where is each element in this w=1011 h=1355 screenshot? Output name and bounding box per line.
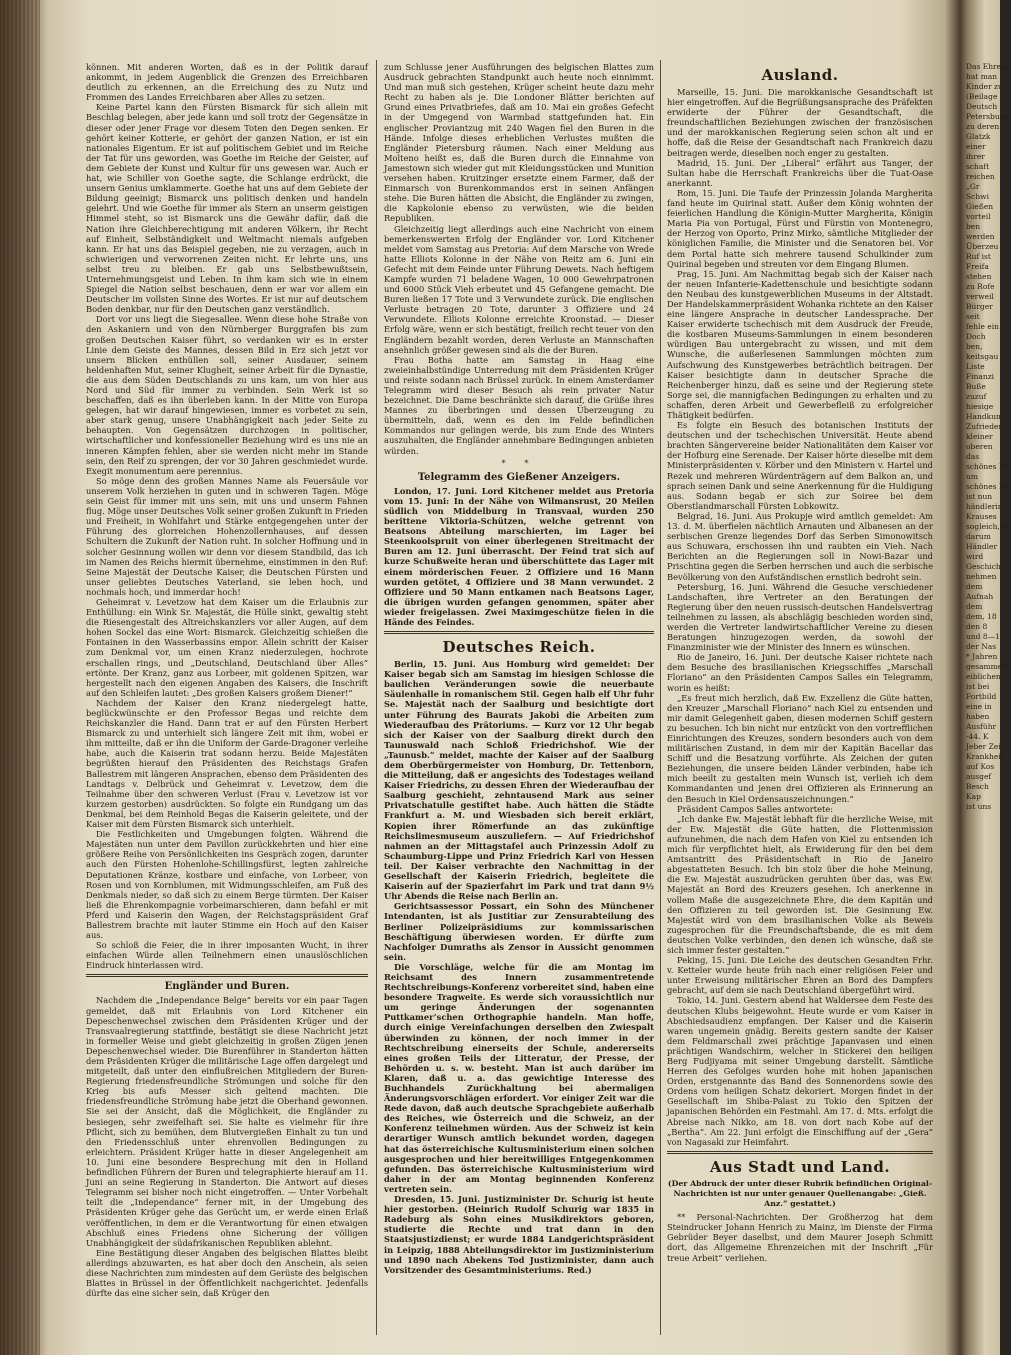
- partial-line: Schwi: [966, 192, 989, 201]
- section-heading-ausland: Ausland.: [761, 66, 839, 84]
- partial-line: sogleich, da: [966, 522, 1011, 531]
- paragraph: Rom, 15. Juni. Die Taufe der Prinzessin Jolanda Margherita fand heute im Quirinal statt. Außer dem König wohnten der feierlichen Handlung die Königin-Mutter Margherita, Königin Maria Pia von Portugal, Fürst und Fürstin von Montenegro, der Herzog von Oporto, Prinz Mirko, sämtliche Mitglieder der königlichen Familie, die Minister und die Senatoren bei. Vor dem Portal hatte sich mehrere tausend Schulkinder zum Quirinal begeben und streuten vor dem Eingang Blumen.: [667, 187, 933, 269]
- partial-line: Gießen: [966, 202, 994, 211]
- paragraph: Es folgte ein Besuch des botanischen Instituts der deutschen und der tschechischen Universität. Heute abend brachten Sängervereine beider Nationalitäten dem Kaiser vor der Hofburg eine Serenade. Der Kaiser hörte dieselbe mit dem Ministerpräsidenten v. Körber und den Ministern v. Hartel und Rezek und mehreren Würdenträgern auf dem Balkon an, und sprach seinen Dank und seine Anerkennung für die Huldigung aus. Sodann begab er sich zur Soiree bei dem Oberstlandmarschall Fürsten Lobkowitz.: [667, 420, 933, 511]
- paragraph: Präsident Campos Salles antwortete:: [677, 803, 834, 814]
- column-rule-1: [376, 60, 377, 1335]
- partial-line: ausgef: [966, 772, 992, 781]
- section-heading-aus-stadt-und-land: Aus Stadt und Land.: [709, 1157, 891, 1176]
- partial-line: Besch: [966, 782, 989, 791]
- partial-line: reichen: [966, 172, 995, 181]
- partial-line: Finanzi: [966, 372, 995, 381]
- paragraph: Die Festlichkeiten und Umgebungen folgten. Während die Majestäten nun unter dem Pavillon zurückkehrten und hier eine größere Reihe von Persönlichkeiten ins Gespräch zogen, darunter auch den Fürsten Hohenlohe-Schillingsfürst, legten zahlreiche Deputationen Kränze, kostbare und einfache, von Lorbeer, von Rosen und von Kornblumen, mit Widmungsschleifen, am Fuß des Denkmals nieder, so daß sich zu einem Berge türmten. Der Kaiser ließ die Ehrenkompagnie vorbeimarschieren, dann befahl er mit Pferd und Kaiserin den Wagen, der Reichstagspräsident Graf Ballestrem brachte mit lauter Stimme ein Hoch auf den Kaiser aus.: [86, 829, 368, 941]
- partial-line: Aufnah: [966, 592, 994, 601]
- partial-line: keitsgau: [966, 352, 999, 361]
- telegram-heading: Telegramm des Gießener Anzeigers.: [417, 471, 621, 483]
- partial-line: dem: [966, 602, 983, 611]
- partial-line: Überzeu: [966, 242, 999, 251]
- partial-line: einer: [966, 142, 986, 151]
- partial-line: dem, 18: [966, 612, 997, 621]
- paragraph: Belgrad, 16. Juni. Aus Prokupje wird amtlich gemeldet: Am 13. d. M. überfielen nächtlich Arnauten und Albanesen an der serbischen Grenze liegendes Dorf das Serben Simonowitsch aus Schuwara, erschossen ihn und raubten ein Vieh. Nach Berichten an die Regierungen soll in Nowi-Bazar und Prischtina gegen die Serben herrschen und auch die serbische Bevölkerung von den Aufständischen ernstlich bedroht sein.: [667, 510, 933, 582]
- partial-line: zu Rofe: [966, 282, 995, 291]
- partial-line: gesammelt: [966, 662, 1008, 671]
- telegram-text: London, 17. Juni. Lord Kitchener meldet aus Pretoria vom 15. Juni: In der Nähe von Wilmansrust, 20 Meilen südlich von Middelburg in Transvaal, wurden 250 berittene Viktoria-Schützen, welche getrennt von Beatsons Abteilung marschierten, im Lager bei Steenkoolspruit von einer überlegenen Streitmacht der Buren am 12. Juni überrascht. Der Feind trat sich auf kurze Schußweite heran und überschüttete das Lager mit einem mörderischen Feuer. 2 Offiziere und 16 Mann wurden getötet, 4 Offiziere und 38 Mann verwundet. 2 Offiziere und 50 Mann entkamen nach Beatsons Lager, die übrigen wurden gefangen genommen, später aber wieder freigelassen. Zwei Maximgeschütze fielen in die Hände des Feindes.: [384, 485, 654, 627]
- partial-line: Ruf ist: [966, 252, 991, 261]
- paragraph: Eine Bestätigung dieser Angaben des belgischen Blattes bleibt allerdings abzuwarten, es hat aber doch den Anschein, als seien diese Nachrichten zum mindesten auf dem Gerüste des belgischen Blattes in Brüssel in der Öffentlichkeit nachgerichtet. Jedenfalls dürfte das eine sicher sein, daß Krüger den: [86, 1247, 368, 1299]
- paragraph: zum Schlusse jener Ausführungen des belgischen Blattes zum Ausdruck gebrachten Standpunkt auch heute noch einnimmt. Und man muß sich gestehen, Krüger scheint heute dazu mehr Recht zu haben als je. Die Londoner Blätter berichten auf Grund eines Privatbriefes, daß am 10. Mai ein großes Gefecht in der Umgegend von Warmbad stattgefunden hat. Ein englischer Proviantzug mit 240 Wagen fiel den Buren in die Hände. Infolge dieses erheblichen Verlustes mußten die Engländer Pietersburg räumen. Nach einer Meldung aus Molteno heißt es, daß die Buren durch die Einnahme von Jamestown sich wieder gut mit Kleidungsstücken und Munition versehen haben. Kruitzinger ersetzte einem Farmer, daß der Einmarsch von Burenkommandos erst in seinen Anfängen stehe. Die Buren hätten die Absicht, die Engländer zu zwingen, die Kapkolonie ebenso zu verwüsten, wie die beiden Republiken.: [384, 62, 654, 224]
- partial-line: kleiner: [966, 432, 993, 441]
- partial-line: eine in: [966, 702, 992, 711]
- section-divider: [384, 631, 654, 634]
- paragraph: ** Personal-Nachrichten. Der Großherzog hat dem Steindrucker Johann Henrich zu Mainz, im Dienste der Firma Gebrüder Beyer daselbst, und dem Maurer Joseph Schmitt dort, das Allgemeine Ehrenzeichen mit der Inschrift „Für treue Arbeit“ verliehen.: [667, 1212, 933, 1263]
- partial-line: zuzuf: [966, 392, 987, 401]
- partial-line: (Beilage: [966, 92, 998, 101]
- partial-line: Freifa: [966, 262, 989, 271]
- paragraph: Geheimrat v. Levetzow hat dem Kaiser um die Erlaubnis zur Enthüllung: ein Wink Sr. Majestät, die Hülle sinkt, gewaltig steht die Riesengestalt des Altreichskanzlers vor aller Augen, auf dem hohen Sockel das eine Wort: Bismarck. Gleichzeitig schießen die Fontainen in den Wasserbassins empor. Allein schritt der Kaiser zum Denkmal vor, um einen Kranz niederzulegen, hochrote erschallen rings, und „Deutschland, Deutschland über Alles“ ertönte. Der Kranz, ganz aus Lorbeer, mit goldenen Spitzen, war hergestellt nach den eigenen Angaben des Kaisers, die Inschrift auf den Schleifen lautet: „Des großen Kaisers großem Diener!“: [86, 596, 368, 698]
- section-heading-deutsches-reich: Deutsches Reich.: [442, 638, 596, 657]
- paragraph: Peking, 15. Juni. Die Leiche des deutschen Gesandten Frhr. v. Ketteler wurde heute früh nach einer religiösen Feier und unter Erweisung militärischer Ehren an Bord des Dampfers gebracht, auf dem sie nach Deutschland übergeführt wird.: [667, 955, 933, 996]
- reprint-notice: (Der Abdruck der unter dieser Rubrik befindlichen Original-Nachrichten ist nur unter genauer Quellenangabe: „Gieß. Anz.“ gestattet.): [667, 1178, 933, 1209]
- partial-line: werden: [966, 232, 995, 241]
- partial-line: Buße: [966, 382, 986, 391]
- partial-line: -44. K: [966, 732, 989, 741]
- partial-line: händlerin: [966, 502, 1003, 511]
- partial-line: eiblichen: [966, 672, 1001, 681]
- paragraph: Nachdem der Kaiser den Kranz niedergelegt hatte, beglückwünschte er den Professor Begas und reichte dem Reichskanzler die Hand. Dann trat er auf den Fürsten Herbert Bismarck zu und unterhielt sich längere Zeit mit ihm, wobei er ihm mitteilte, daß er ihn die Uniform der Garde-Dragoner verleihe habe, auch die Kaiserin trat sodann herzu. Beide Majestäten begrüßten hierauf den Präsidenten des Reichstags Grafen Ballestrem mit längeren Ansprachen, ebenso dem Präsidenten des Landtags v. Delbrück und Geheimrat v. Levetzow, dem die Teilnahme über den schweren Verlust (Frau v. Levetzow ist vor kurzem gestorben) ausdrückten. So folgte ein Rundgang um das Denkmal, bei dem Reinhold Begas die Kaiserin geleitete, und der Kaiser mit dem Fürsten Bismarck sich unterhielt.: [86, 697, 368, 830]
- partial-line: schönes Fe: [966, 462, 1009, 471]
- partial-line: vorteil: [966, 212, 991, 221]
- column-4-partial: [966, 62, 1011, 1332]
- paragraph: Madrid, 15. Juni. Der „Liberal“ erfährt aus Tanger, der Sultan habe die Herrschaft Frankreichs über die Tuat-Oase anerkannt.: [667, 157, 933, 188]
- paragraph: Frau Botha hatte am Samstag in Haag eine zweieinhalbstündige Unterredung mit dem Präsidenten Krüger und reiste sodann nach Brüssel zurück. In einem Amsterdamer Telegramm wird dieser Besuch als rein privater Natur bezeichnet. Die Dame beschränkte sich darauf, die Grüße ihres Mannes zu überbringen und dessen Überzeugung zu übermitteln, daß, wenn es den im Felde befindlichen Kommandos nur gelingen werde, bis zum Ende des Winters auszuhalten, die Engländer annehmbare Bedingungen anbieten würden.: [384, 354, 654, 456]
- partial-line: Fortbild: [966, 692, 997, 701]
- partial-line: seit: [966, 312, 980, 321]
- partial-line: und 8—1: [966, 632, 1000, 641]
- partial-line: * Jahren: [966, 652, 998, 661]
- paragraph: Dresden, 15. Juni. Justizminister Dr. Schurig ist heute hier gestorben. (Heinrich Rudolf Schurig war 1835 in Radeburg als Sohn eines Musikdirektors geboren, studierte die Rechte und trat dann in den Staatsjustizdienst; er wurde 1884 Landgerichtspräsident in Leipzig, 1888 Abteilungsdirektor im Justizministerium und 1890 nach Abekens Tod Justizminister, dann auch Vorsitzender des Gesamtministeriums. Red.): [384, 1194, 654, 1275]
- column-3: [667, 62, 933, 1332]
- partial-line: Doch: [966, 332, 986, 341]
- partial-line: Ausführ: [966, 722, 997, 731]
- paragraph: So möge denn des großen Mannes Name als Feuersäule vor unserem Volk herziehen in guten und in schweren Tagen. Möge sein Geist für immer mit uns sein, mit uns und unserm Fahnen flug. Möge unser Deutsches Volk seiner großen Zukunft in Frieden und Freiheit, in Wohlfahrt und Stärke entgegengehen unter der Führung des glorreichen Hohenzollernhauses, auf dessen Schultern die Zukunft der Nation ruht. In solcher Hoffnung und in solcher Gesinnung wollen wir denn vor diesem Standbild, das ich im Namen des Reichs hiermit übernehme, einstimmen in den Ruf: Seine Majestät der Deutsche Kaiser, die Deutschen Fürsten und unser geliebtes Deutsches Vaterland, sie leben hoch, und nochmals hoch, und immerdar hoch!: [86, 475, 368, 597]
- partial-line: Jeber Zeit: [966, 742, 1004, 751]
- partial-line: Kinder zu: [966, 82, 1003, 91]
- partial-line: schaft: [966, 162, 990, 171]
- paragraph: Die Vorschläge, welche für die am Montag im Reichsamt des Innern zusammentretende Rechtschreibungs-Konferenz vorbereitet sind, haben eine besondere Tragweite. Es werde sich voraussichtlich nur um geringe Änderungen der sogenannten Puttkamer’schen Orthographie handeln. Man hoffe, durch einige Vereinfachungen derselben den Zwiespalt überwinden zu können, der noch immer in der Rechtschreibung einerseits der Schule, andererseits eines großen Teils der Litteratur, der Presse, der Behörden u. s. w. besteht. Man ist auch darüber im Klaren, daß u. a. das gewichtige Interesse des Buchhandels Zurückhaltung bei abermaligen Änderungsvorschlägen erfordert. Vor einiger Zeit war die Rede davon, daß auch deutsche Sprachgebiete außerhalb des Reiches, wie Österreich und die Schweiz, an der Konferenz teilnehmen würden. Aus der Schweiz ist kein derartiger Wunsch amtlich bekundet worden, dagegen hat das österreichische Kultusministerium einen solchen ausgesprochen und hier bereitwilliges Entgegenkommen gefunden. Das österreichische Kultusministerium wird daher in der am Montag beginnenden Konferenz vertreten sein.: [384, 961, 654, 1194]
- paragraph: Gerichtsassessor Possart, ein Sohn des Münchener Intendanten, ist als Justitiar zur Zensurabteilung des Berliner Polizeipräsidiums zur kommissarischen Beschäftigung überwiesen worden. Er dürfte zum Nachfolger Dumraths als Zensor in Aussicht genommen sein.: [384, 901, 654, 962]
- partial-line: „Gr: [966, 182, 980, 191]
- paragraph: „Es freut mich herzlich, daß Ew. Exzellenz die Güte hatten, den Kreuzer „Marschall Floriano“ nach Kiel zu entsenden und mir damit Gelegenheit gaben, diesen modernen Schiff gestern zu besuchen. Ich bin nicht nur entzückt von den vortrefflichen Einrichtungen des Kreuzes, sondern besonders auch von dem militärischen Zustand, in dem mir der Kapitän Bacellar das Schiff und die Besatzung vorführte. Als Zeichen der guten Beziehungen, die unsere beiden Länder verbinden, habe ich mich beeilt zu gestalten mein Wunsch ist, verlieh ich dem Kommandanten und jenen drei Offizieren als Erinnerung an den Besuch in Kiel Ordensauszeichnungen.“: [667, 692, 933, 804]
- partial-line: Händler: [966, 542, 998, 551]
- paragraph: Dort vor uns liegt die Siegesallee. Wenn diese hohe Straße von den Askaniern und von den Nürnberger Burggrafen bis zum großen Deutschen Kaiser führt, so verdanken wir es in erster Linie dem Geiste des Mannes, dessen Bild in Erz sich jetzt vor unsern Blicken enthüllen soll, seiner Ausdauer, seinem heldenhaften Mut, seiner Klugheit, seiner Arbeit für die Dynastie, die aus dem Süden Deutschlands zu uns kam, um von hier aus Nord und Süd für immer zu verbinden. Sein Werk ist so beschaffen, daß es ihn überleben kann. In der Mitte von Europa gelegen, hat wir darauf hingewiesen, immer es vorbetet zu sein, aber stark genug, unsere Unabhängigkeit nach jeder Seite zu behaupten. Von Gegensätzen durchzogen in politischer, wirtschaftlicher und konfessioneller Beziehung wird es uns nie an inneren Kämpfen fehlen, aber sie werden nicht mehr im Stande sein, den Reif zu sprengen, der vor 30 Jahren geschmiedet wurde. Exegit monumentum aere perennius.: [86, 314, 368, 476]
- partial-line: der Nas: [966, 642, 997, 651]
- partial-line: verweil: [966, 292, 994, 301]
- partial-line: hat man: [966, 72, 998, 81]
- partial-line: haben: [966, 712, 990, 721]
- column-1: [86, 62, 368, 1332]
- partial-line: schönes Ru: [966, 482, 1010, 491]
- partial-line: Bürger: [966, 302, 993, 311]
- partial-line: wird: [966, 552, 984, 561]
- partial-line: Zufrieden: [966, 422, 1004, 431]
- paragraph: Rio de Janeiro, 16. Juni. Der deutsche Kaiser richtete nach dem Besuche des brasilianischen Kriegsschiffes „Marschall Floriano“ an den Präsidenten Campos Salles ein Telegramm, worin es heißt:: [667, 652, 933, 693]
- partial-line: hiesige: [966, 402, 994, 411]
- partial-line: Handkun: [966, 412, 1001, 421]
- partial-line: Geschich: [966, 562, 1001, 571]
- partial-line: fehle ein: [966, 322, 999, 331]
- partial-line: auf Kos: [966, 762, 995, 771]
- partial-line: Liste: [966, 362, 985, 371]
- paragraph: Marseille, 15. Juni. Die marokkanische Gesandtschaft ist hier eingetroffen. Auf die Begrüßungsansprache des Präfekten erwiderte der Führer der Gesandtschaft, die freundschaftlichen Beziehungen zwischen der französischen und der marokkanischen Regierung seien schon alt und er hoffe, daß die Reise der Gesandtschaft nach Frankreich dazu beitragen werde, dieselben noch enger zu gestalten.: [667, 87, 933, 158]
- column-rule-2: [660, 60, 661, 1335]
- partial-line: ist nun: [966, 492, 993, 501]
- paragraph: „Ich danke Ew. Majestät lebhaft für die herzliche Weise, mit der Ew. Majestät die Güte hatten, die Flottenmission aufzunehmen, die nach dem Hafen von Kiel zu entsenden ich mich für verpflichtet hielt, als Erwiderung für den bei dem Amtsantritt des Präsidentschaft in Rio de Janeiro abgestatteten Besuch. Ich bin stolz über die hohe Meinung, die Ew. Majestät auszudrücken geruhten über das, was Ew. Majestät an Bord des Kreuzers gesehen. Ich anerkenne in vollem Maße die ausgezeichnete Ehre, die dem Kapitän und den Offizieren zu teil geworden ist. Die Gesinnung Ew. Majestät wird von dem brasilianischen Volke als Beweis zugesprochen für die Freundschaftsbande, die es mit dem deutschen Volke verbinden, den denen ich wünsche, daß sie sich immer fester gestalten.“: [667, 813, 933, 955]
- partial-line: nehmen: [966, 572, 997, 581]
- partial-line: Krankheit: [966, 752, 1004, 761]
- partial-line: dem: [966, 582, 983, 591]
- partial-line: ist bei: [966, 682, 990, 691]
- section-divider: [86, 974, 368, 977]
- partial-line: Petersburg: [966, 112, 1009, 121]
- partial-line: Glatzk: [966, 132, 991, 141]
- partial-line: Das Ehren-: [966, 62, 1009, 71]
- partial-line: ist uns: [966, 802, 992, 811]
- paragraph: Tokio, 14. Juni. Gestern abend hat Waldersee dem Feste des deutschen Klubs beigewohnt. Heute wurde er vom Kaiser in Abschiedsaudienz empfangen. Der Kaiser und die Kaiserin waren ungemein gnädig. Bereits gestern sandte der Kaiser dem Feldmarschall zwei prächtige Japanvasen und einen prächtigen Wandschirm, welcher in Stickerei den heiligen Berg Fudjiyama mit seiner Umgebung darstellt. Sämtliche Herren des Gefolges wurden hohe mit hohen japanischen Orden, erstgenannte das Band des Sonnenordens sowie des Ordens vom heiligen Schatz dekoriert. Morgen findet in der Gesellschaft im Shiba-Palast zu Tokio den Spitzen der japanischen Behörden ein Festmahl. Am 17. d. Mts. erfolgt die Abreise nach Nikko, am 18. von dort nach Kobe auf der „Bertha“. Am 22. Juni erfolgt die Einschiffung auf der „Gera“ von Nagasaki zur Heimfahrt.: [667, 995, 933, 1147]
- paragraph: Petersburg, 16. Juni. Während die Gesuche verschiedener Landschaften, ihre Vertreter an den Beratungen der Regierung über den neuen russisch-deutschen Handelsvertrag teilnehmen zu lassen, als abschlägig beschieden worden sind, werden die Vertreter landwirtschaftlicher Vereine zu diesen Beratungen hinzugezogen werden, da sowohl der Finanzminister wie der Minister des Innern es wünschen.: [667, 581, 933, 653]
- paragraph: So schloß die Feier, die in ihrer imposanten Wucht, in ihrer einfachen Würde allen Teilnehmern einen unauslöschlichen Eindruck hinterlassen wird.: [86, 940, 368, 971]
- paragraph: Gleichzeitig liegt allerdings auch eine Nachricht von einem bemerkenswerten Erfolg der Engländer vor. Lord Kitchener meldet vom Samstag aus Pretoria: Auf dem Marsche von Wrede hatte Elliots Kolonne in der Nähe von Reitz am 6. Juni ein Gefecht mit dem Feinde unter Führung Dewets. Nach heftigem Kampfe wurden 71 beladene Wagen, 10 000 Gewehrpatronen und 6000 Stück Vieh erbeutet und 45 Gefangene gemacht. Die Buren ließen 17 Tote und 3 Verwundete zurück. Die englischen Verluste betragen 20 Tote, darunter 3 Offiziere und 24 Verwundete. Elliots Kolonne erreichte Kroonstad. — Dieser Erfolg wäre, wenn er sich bestätigt, freilich recht teuer von den Engländern bezahlt worden, deren Verluste an Mannschaften ansehnlich größer gewesen sind als die der Buren.: [384, 223, 654, 355]
- column-2: [384, 62, 654, 1332]
- partial-line: ben: [966, 222, 981, 231]
- partial-line: stehen: [966, 272, 992, 281]
- partial-line: um: [966, 472, 978, 481]
- paragraph: Nachdem die „Independance Belge“ bereits vor ein paar Tagen gemeldet, daß mit Erlaubnis von Lord Kitchener ein Depeschenwechsel zwischen dem Präsidenten Krüger und der Transvaalregierung stattfinde, bestätigt sie diese Nachricht jetzt in formeller Weise und giebt gleichzeitig in großen Zügen jenen Depeschenwechsel wieder. Die Burenführer in Standerton hätten dem Präsidenten Krüger die militärische Lage offen dargelegt und mitgeteilt, daß unter den einflußreichen Mitgliedern der Buren-Regierung friedensfreundliche Strömungen und solche für den Krieg bis aufs Messer sich geltend machten. Die friedensfreundliche Strömung habe jetzt die Oberhand gewonnen. Sie sei der Ansicht, daß die Möglichkeit, die Engländer zu besiegen, sehr zweifelhaft sei. Sie halte es vielmehr für ihre Pflicht, sich zu bemühen, dem Blutvergießen Einhalt zu tun und den Friedensschluß unter ehrenvollen Bedingungen zu erleichtern. Präsident Krüger hatte in dieser Angelegenheit am 10. Juni eine besondere Besprechung mit den in Holland befindlichen Führern der Buren und telegraphierte hierauf am 11. Juni an seine Regierung in Standerton. Die Antwort auf dieses Telegramm sei bisher noch nicht eingetroffen. — Unter Vorbehalt teilt die „Independance“ ferner mit, in der Umgebung des Präsidenten Krüger gehe das Gerücht um, er werde einen Erlaß veröffentlichen, in dem er die Verantwortung für einen etwaigen Abschluß eines Friedens ohne Sicherung der völligen Unabhängigkeit der südafrikanischen Republiken ablehnt.: [86, 995, 368, 1248]
- partial-line: den 8: [966, 622, 988, 631]
- section-heading-englaender-buren: Engländer und Buren.: [164, 981, 290, 993]
- partial-line: oberen: [966, 442, 993, 451]
- partial-line: ihrer: [966, 152, 985, 161]
- book-spine-edge: [0, 0, 40, 1355]
- partial-line: darum: [966, 532, 991, 541]
- section-divider: [667, 1151, 933, 1154]
- partial-line: das: [966, 452, 980, 461]
- paragraph: Keine Partei kann den Fürsten Bismarck für sich allein mit Beschlag belegen, aber jede kann und soll trotz der Gegensätze in dieser oder jener Frage vor diesem Toten den Degen senken. Er gehört keiner Kotterie, er gehört der ganzen Nation, er ist ein nationales Eigentum. Er ist auf politischem Gebiet und im Reiche der Tat für uns geworden, was Goethe im Reiche der Geister, auf dem Gebiete der Kunst und Kultur für uns gewesen war. Auch er hat, wie Schiller von Goethe sagte, die Schlange erdrückt, die unsern Genius umklammerte. Goethe hat uns auf dem Gebiete der Bildung geeinigt; Bismarck uns politisch denken und handeln gelehrt. Und wie Goethe für immer als Stern an unserm geistigen Himmel steht, so ist Bismarck uns die Gewähr dafür, daß die Nation ihre Gleichberechtigung mit anderen Völkern, ihr Recht auf Einheit, Selbständigkeit und Weltmacht niemals aufgeben kann. Er hat uns das Beispiel gegeben, nie zu verzagen, auch in schwierigen und verworrenen Zeiten nicht. Er lehrte uns, uns selbst treu zu bleiben. Er gab uns Selbstbewußtsein, Unternehmungsgeist und Leben. In ihm kam sich wie in einem Spiegel die Nation selbst beschauen, denn er war vor allem ein Deutscher im vollsten Sinne des Wortes. Er ist nur auf deutschem Boden denkbar, nur für den Deutschen ganz verständlich.: [86, 102, 368, 315]
- partial-line: Krauses: [966, 512, 997, 521]
- paragraph: können. Mit anderen Worten, daß es in der Politik darauf ankommt, in jedem Augenblick die Grenzen des Erreichbaren deutlich zu erkennen, an die Erreichung des zu Nutz und Frommen des Landes Erreichbaren aber Alles zu setzen.: [86, 62, 368, 103]
- partial-line: Kap: [966, 792, 981, 801]
- partial-line: ben,: [966, 342, 983, 351]
- partial-line: zu deren: [966, 122, 1000, 131]
- paragraph: Berlin, 15. Juni. Aus Homburg wird gemeldet: Der Kaiser begab sich am Samstag im hiesigen Schlosse die baulichen Veränderungen sowie die neuerbaute Säulenhalle in romanischem Stil. Gegen halb elf Uhr fuhr Se. Majestät nach der Saalburg und besichtigte dort unter Führung des Baurats Jakobi die Arbeiten zum Wiederaufbau des Prätoriums. — Kurz vor 12 Uhr begab sich der Kaiser von der Saalburg direkt durch den Taunuswald nach Schloß Friedrichshof. Wie der „Taunusb.“ meldet, machte der Kaiser auf der Saalburg dem Oberbürgermeister von Homburg, Dr. Tettenborn, die Mitteilung, daß er angesichts des Todestages weiland Kaiser Friedrichs, zu dessen Ehren der Wiederaufbau der Saalburg geschieht, zehntausend Mark aus seiner Privatschatulle gestiftet habe. Auch hätten die Städte Frankfurt a. M. und Wiesbaden sich bereit erklärt, Kopien ihrer Römerfunde an das zukünftige Reichslimesmuseum auszuliefern. — Auf Friedrichshof nahmen an der Mittagstafel auch Prinzessin Adolf zu Schaumburg-Lippe und Prinz Friedrich Karl von Hessen teil. Der Kaiser verbrachte den Nachmittag in der Gesellschaft der Kaiserin Friedrich, begleitete die Kaiserin auf der Spazierfahrt im Park und trat dann 9½ Uhr Abends die Reise nach Berlin an.: [384, 659, 654, 902]
- partial-line: Deutsch: [966, 102, 998, 111]
- paragraph: Prag, 15. Juni. Am Nachmittag begab sich der Kaiser nach der neuen Infanterie-Kadettenschule und besichtigte sodann den Neubau des kunstgewerblichen Museums in der Altstadt. Der Handelskammerpräsident Wohanka richtete an den Kaiser eine längere Ansprache in deutscher Landessprache. Der Kaiser erwiderte tschechisch mit dem Ausdruck der Freude, die kostbaren Museums-Sammlungen in einem besonderen würdigen Bau untergebracht zu wissen, und mit dem Wunsche, die außerlesenen Sammlungen möchten zum Aufschwung des Kunstgewerbes beträchtlich beitragen. Der Kaiser besichtigte dann in deutscher Sprache die Reichenberger hinzu, daß es seine und der Regierung stete Sorge sei, die mannigfachen Bedingungen zu erhalten und zu schaffen, deren Arbeit und Gewerbefleiß zu erfolgreicher Thätigkeit bedürfen.: [667, 268, 933, 420]
- separator-stars: * *: [501, 457, 537, 468]
